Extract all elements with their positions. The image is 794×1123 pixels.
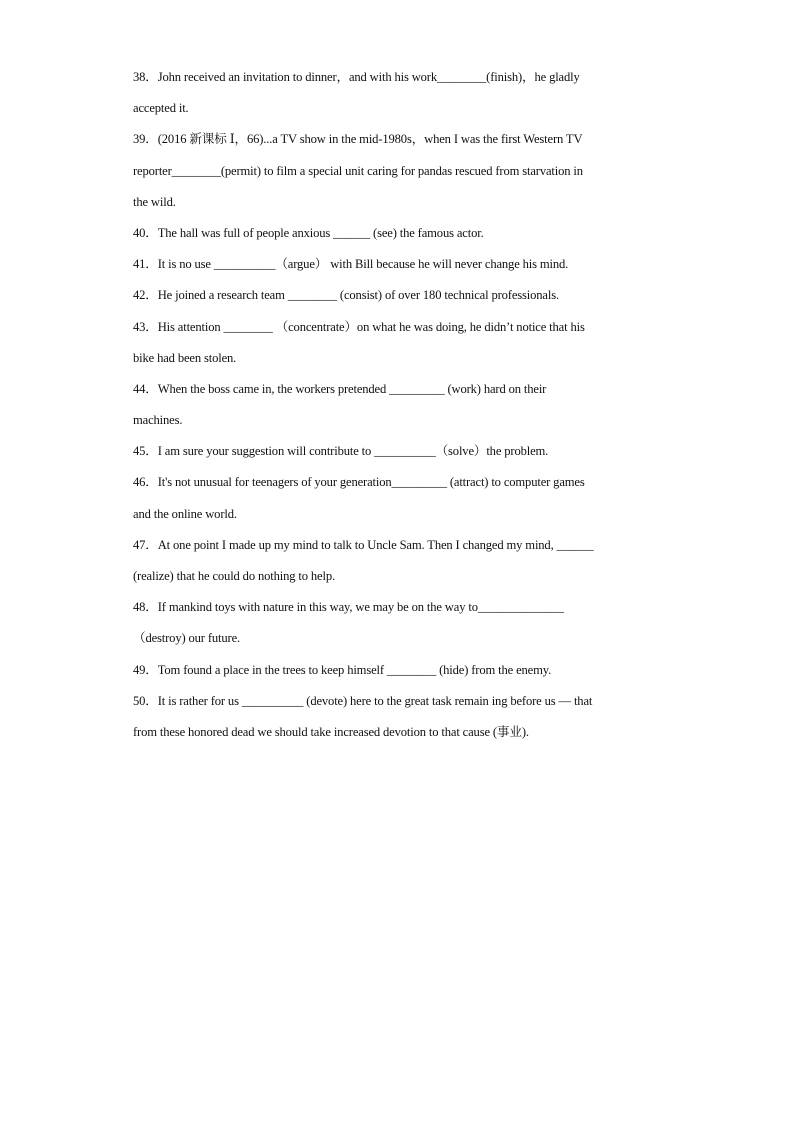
question-50-line-1: 50．It is rather for us __________ (devote) here to the great task remain ing before us — that <box>133 693 593 708</box>
question-41 <box>133 249 663 280</box>
question-48-line-2: （destroy) our future. <box>133 631 241 646</box>
question-45-line-1: 45．I am sure your suggestion will contribute to __________（solve）the problem. <box>133 444 549 459</box>
question-48-line-1: 48．If mankind toys with nature in this way, we may be on the way to______________ <box>133 600 564 615</box>
question-46-line-2: and the online world. <box>133 506 237 521</box>
question-44-line-1: 44．When the boss came in, the workers pretended _________ (work) hard on their <box>133 381 547 396</box>
question-39-line-2: reporter________(permit) to film a special unit caring for pandas rescued from starvation in <box>133 163 583 178</box>
question-46-line-1: 46．It's not unusual for teenagers of your generation_________ (attract) to computer games <box>133 475 585 490</box>
question-43 <box>133 312 663 374</box>
question-43-line-2: bike had been stolen. <box>133 350 237 365</box>
question-38-line-1: 38．John received an invitation to dinner，and with his work________(finish)，he gladly <box>133 70 580 84</box>
question-47 <box>133 530 663 592</box>
question-50 <box>133 686 663 748</box>
question-43-line-1: 43．His attention ________ （concentrate）on what he was doing, he didn’t notice that his <box>133 319 585 334</box>
question-38-line-2: accepted it. <box>133 101 189 116</box>
question-47-line-1: 47．At one point I made up my mind to talk to Uncle Sam. Then I changed my mind, ______ <box>133 537 594 552</box>
question-39 <box>133 124 663 218</box>
question-50-line-2: from these honored dead we should take increased devotion to that cause (事业). <box>133 724 529 739</box>
question-39-line-3: the wild. <box>133 194 176 209</box>
question-42-line-1: 42．He joined a research team ________ (consist) of over 180 technical professionals. <box>133 288 559 303</box>
question-46 <box>133 467 663 529</box>
question-44 <box>133 374 663 436</box>
question-41-line-1: 41．It is no use __________（argue） with Bill because he will never change his mind. <box>133 257 569 272</box>
question-48 <box>133 592 663 654</box>
question-40-line-1: 40．The hall was full of people anxious ______ (see) the famous actor. <box>133 225 484 240</box>
question-40 <box>133 218 663 249</box>
question-45 <box>133 436 663 467</box>
question-47-line-2: (realize) that he could do nothing to help. <box>133 569 335 583</box>
question-39-line-1: 39．(2016 新课标 Ⅰ，66)...a TV show in the mid-1980s，when I was the first Western TV <box>133 132 583 147</box>
question-44-line-2: machines. <box>133 413 183 428</box>
question-49-line-1: 49．Tom found a place in the trees to keep himself ________ (hide) from the enemy. <box>133 662 552 677</box>
question-38 <box>133 62 663 124</box>
question-49 <box>133 655 663 686</box>
question-42 <box>133 280 663 311</box>
question-list <box>133 62 663 748</box>
